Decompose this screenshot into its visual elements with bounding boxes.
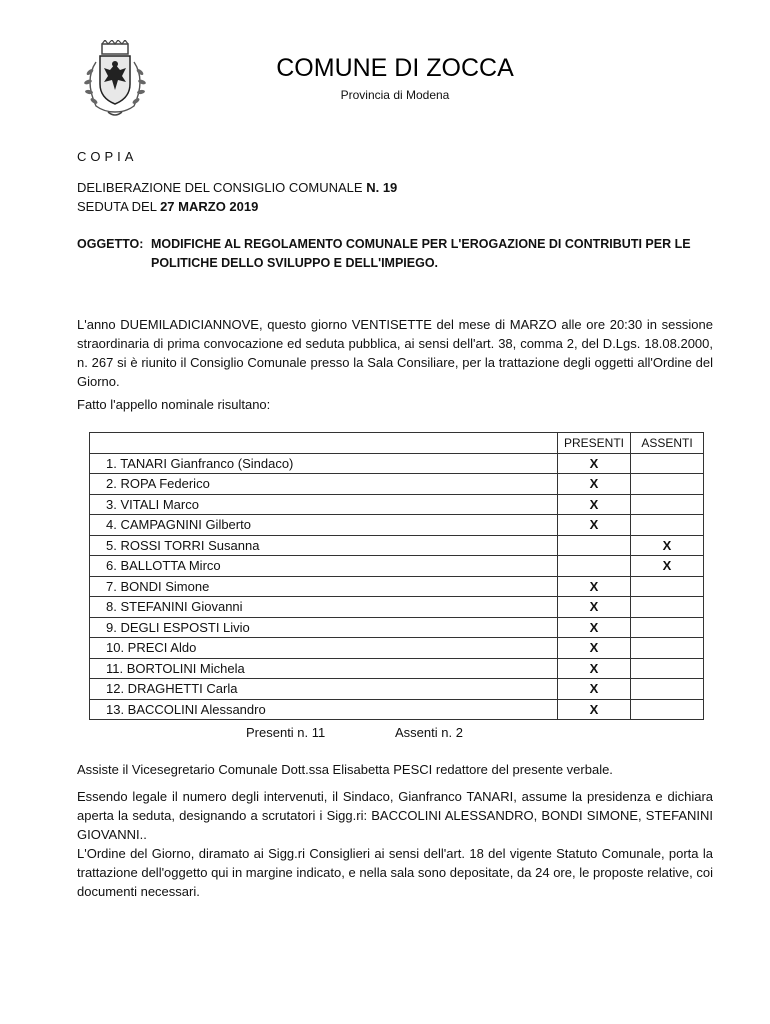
header-name (90, 433, 558, 454)
totals-present: Presenti n. 11 (246, 725, 326, 740)
present-mark: X (558, 576, 631, 597)
subject-label: OGGETTO: (77, 237, 144, 251)
table-row (90, 679, 704, 700)
absent-mark (631, 597, 704, 618)
page-subtitle: Provincia di Modena (340, 88, 450, 102)
session-prefix: SEDUTA DEL (77, 199, 161, 214)
member-name: 4. CAMPAGNINI Gilberto (90, 515, 558, 536)
absent-mark (631, 638, 704, 659)
table-row (90, 638, 704, 659)
totals-absent: Assenti n. 2 (395, 725, 463, 740)
deliberation-line (77, 179, 397, 197)
proceedings-paragraph (77, 787, 713, 901)
member-name: 13. BACCOLINI Alessandro (90, 699, 558, 720)
header-present: PRESENTI (558, 433, 631, 454)
table-row (90, 453, 704, 474)
present-mark: X (558, 699, 631, 720)
present-mark: X (558, 515, 631, 536)
deliberation-prefix: DELIBERAZIONE DEL CONSIGLIO COMUNALE (77, 180, 367, 195)
table-row (90, 474, 704, 495)
roll-call-label: Fatto l'appello nominale risultano: (77, 397, 271, 412)
intro-paragraph: L'anno DUEMILADICIANNOVE, questo giorno VENTISETTE del mese di MARZO alle ore 20:30 in sessione straordinaria di prima convocazione ed seduta pubblica, ai sensi dell'art. 38, comma 2, del D.Lgs. 18.08.2000, n. 267 si è riunito il Consiglio Comunale presso la Sala Consiliare, per la trattazione degli oggetti all'Ordine del Giorno. (77, 317, 713, 389)
member-name: 12. DRAGHETTI Carla (90, 679, 558, 700)
present-mark: X (558, 474, 631, 495)
table-row (90, 535, 704, 556)
present-mark: X (558, 658, 631, 679)
absent-mark (631, 699, 704, 720)
absent-mark: X (631, 556, 704, 577)
absent-mark (631, 494, 704, 515)
member-name: 1. TANARI Gianfranco (Sindaco) (90, 453, 558, 474)
member-name: 5. ROSSI TORRI Susanna (90, 535, 558, 556)
member-name: 2. ROPA Federico (90, 474, 558, 495)
absent-mark: X (631, 535, 704, 556)
header-absent: ASSENTI (631, 433, 704, 454)
member-name: 10. PRECI Aldo (90, 638, 558, 659)
member-name: 3. VITALI Marco (90, 494, 558, 515)
member-name: 9. DEGLI ESPOSTI Livio (90, 617, 558, 638)
absent-mark (631, 515, 704, 536)
present-mark (558, 556, 631, 577)
table-header-row (90, 433, 704, 454)
absent-mark (631, 474, 704, 495)
table-row (90, 658, 704, 679)
present-mark: X (558, 679, 631, 700)
table-row (90, 556, 704, 577)
table-row (90, 699, 704, 720)
absent-mark (631, 658, 704, 679)
present-mark: X (558, 494, 631, 515)
table-row (90, 597, 704, 618)
absent-mark (631, 576, 704, 597)
page-title: COMUNE DI ZOCCA (276, 54, 514, 82)
session-line (77, 198, 258, 216)
copy-label: COPIA (77, 149, 138, 164)
deliberation-number: N. 19 (366, 180, 398, 195)
present-mark: X (558, 638, 631, 659)
quorum-text: Essendo legale il numero degli intervenuti, il Sindaco, Gianfranco TANARI, assume la presidenza e dichiara aperta la seduta, designando a scrutatori i Sigg.ri: BACCOLINI ALESSANDRO, BONDI SIMONE, STEFANINI GIOVANNI.. (77, 789, 713, 842)
secretary-paragraph: Assiste il Vicesegretario Comunale Dott.ssa Elisabetta PESCI redattore del presente verbale. (77, 762, 613, 777)
present-mark (558, 535, 631, 556)
attendance-table (89, 432, 704, 720)
member-name: 8. STEFANINI Giovanni (90, 597, 558, 618)
present-mark: X (558, 453, 631, 474)
present-mark: X (558, 597, 631, 618)
member-name: 6. BALLOTTA Mirco (90, 556, 558, 577)
present-mark: X (558, 617, 631, 638)
absent-mark (631, 453, 704, 474)
absent-mark (631, 617, 704, 638)
session-date: 27 MARZO 2019 (160, 199, 259, 214)
table-row (90, 515, 704, 536)
member-name: 7. BONDI Simone (90, 576, 558, 597)
subject-text: MODIFICHE AL REGOLAMENTO COMUNALE PER L'EROGAZIONE DI CONTRIBUTI PER LE POLITICHE DELLO SVILUPPO E DELL'IMPIEGO. (151, 237, 691, 270)
member-name: 11. BORTOLINI Michela (90, 658, 558, 679)
table-row (90, 494, 704, 515)
absent-mark (631, 679, 704, 700)
agenda-text: L'Ordine del Giorno, diramato ai Sigg.ri Consiglieri ai sensi dell'art. 18 del vigente Statuto Comunale, porta la trattazione dell'oggetto qui in margine indicato, e nella sala sono depositate, da 24 ore, le proposte relative, coi documenti necessari. (77, 846, 713, 899)
table-row (90, 576, 704, 597)
table-row (90, 617, 704, 638)
